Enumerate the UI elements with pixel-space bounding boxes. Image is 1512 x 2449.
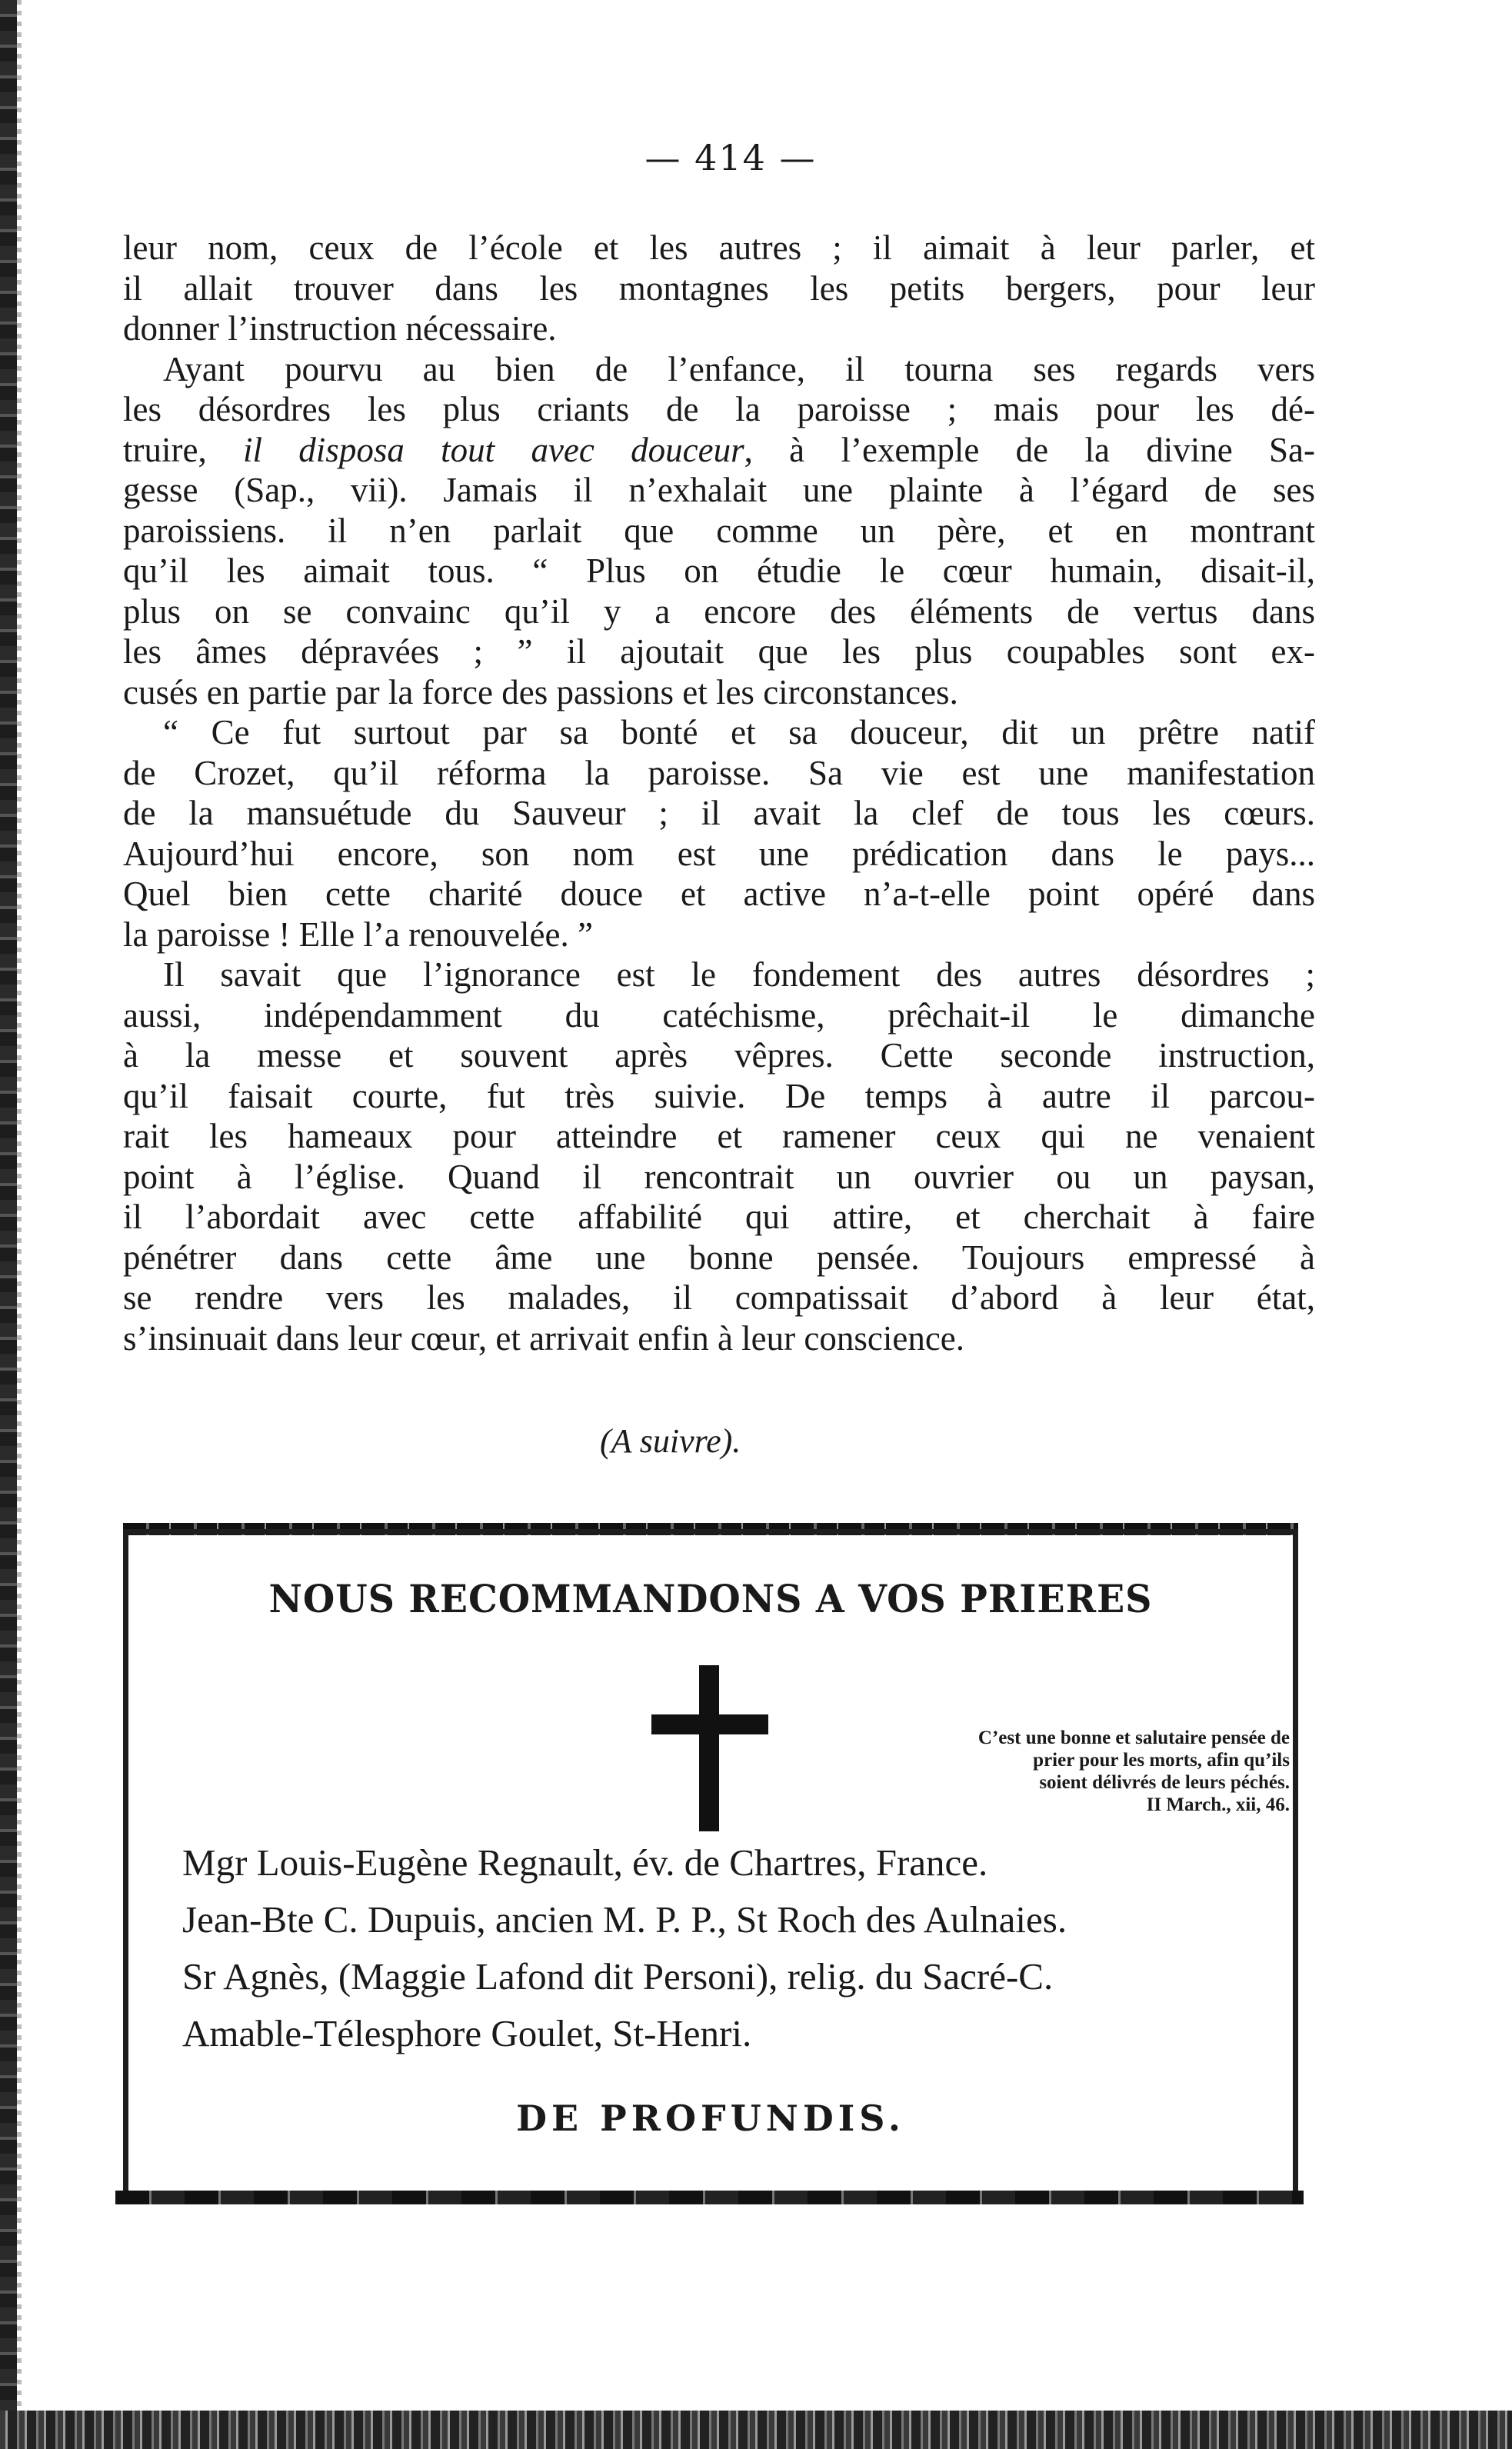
body-line: de Crozet, qu’il réforma la paroisse. Sa vie est une manifestation bbox=[123, 753, 1315, 792]
body-line: truire, il disposa tout avec douceur, à l’exemple de la divine Sa- bbox=[123, 430, 1315, 469]
body-line: pénétrer dans cette âme une bonne pensée. Toujours empressé à bbox=[123, 1238, 1315, 1277]
body-line: paroissiens. il n’en parlait que comme un père, et en montrant bbox=[123, 511, 1315, 550]
body-line: les âmes dépravées ; ” il ajoutait que les plus coupables sont ex- bbox=[123, 632, 1315, 671]
body-line: rait les hameaux pour atteindre et ramener ceux qui ne venaient bbox=[123, 1117, 1315, 1155]
body-line: Aujourd’hui encore, son nom est une prédication dans le pays... bbox=[123, 834, 1315, 873]
body-line: qu’il faisait courte, fut très suivie. De temps à autre il parcou- bbox=[123, 1076, 1315, 1115]
body-line: s’insinuait dans leur cœur, et arrivait enfin à leur conscience. bbox=[123, 1318, 965, 1358]
body-line: Il savait que l’ignorance est le fondement des autres désordres ; bbox=[163, 955, 1315, 994]
prayer-notice-title: NOUS RECOMMANDONS A VOS PRIERES bbox=[268, 1576, 1153, 1621]
body-line: Quel bien cette charité douce et active n’a-t-elle point opéré dans bbox=[123, 875, 1315, 913]
body-line: se rendre vers les malades, il compatissait d’abord à leur état, bbox=[123, 1278, 1315, 1317]
body-line: il allait trouver dans les montagnes les petits bergers, pour leur bbox=[123, 268, 1315, 308]
scan-edge-bottom bbox=[0, 2411, 1512, 2449]
de-profundis: DE PROFUNDIS. bbox=[516, 2097, 905, 2139]
article-body bbox=[123, 228, 1315, 1358]
quote-line: prier pour les morts, afin qu’ils bbox=[1033, 1750, 1290, 1771]
quote-line: soient délivrés de leurs péchés. bbox=[1039, 1772, 1290, 1793]
deceased-name: Mgr Louis-Eugène Regnault, év. de Chartres, France. bbox=[182, 1841, 988, 1884]
quote-line: C’est une bonne et salutaire pensée de bbox=[977, 1728, 1290, 1748]
to-be-continued: (A suivre). bbox=[600, 1422, 741, 1460]
page-number: — 414 — bbox=[644, 137, 817, 178]
body-line: donner l’instruction nécessaire. bbox=[123, 309, 557, 348]
deceased-list bbox=[182, 1834, 1290, 2062]
body-line: plus on se convainc qu’il y a encore des éléments de vertus dans bbox=[123, 591, 1315, 631]
body-line: à la messe et souvent après vêpres. Cette seconde instruction, bbox=[123, 1036, 1315, 1075]
body-line: aussi, indépendamment du catéchisme, prêchait-il le dimanche bbox=[123, 995, 1315, 1035]
body-line: cusés en partie par la force des passions et les circonstances. bbox=[123, 672, 958, 711]
body-line: point à l’église. Quand il rencontrait un ouvrier ou un paysan, bbox=[123, 1157, 1315, 1196]
body-line: leur nom, ceux de l’école et les autres ; il aimait à leur parler, et bbox=[123, 228, 1315, 267]
box-bottom-border bbox=[115, 2191, 1304, 2204]
scan-edge-left bbox=[0, 0, 17, 2449]
prayer-notice-box bbox=[123, 1529, 1298, 2197]
quote-reference: II March., xii, 46. bbox=[1146, 1794, 1290, 1815]
scripture-quote bbox=[798, 1727, 1290, 1816]
body-line: de la mansuétude du Sauveur ; il avait la clef de tous les cœurs. bbox=[123, 794, 1315, 832]
cross-icon bbox=[699, 1665, 719, 1831]
deceased-name: Jean-Bte C. Dupuis, ancien M. P. P., St Roch des Aulnaies. bbox=[182, 1898, 1067, 1941]
body-line: qu’il les aimait tous. “ Plus on étudie le cœur humain, disait-il, bbox=[123, 551, 1315, 590]
body-line: les désordres les plus criants de la paroisse ; mais pour les dé- bbox=[123, 390, 1315, 428]
deceased-name: Amable-Télesphore Goulet, St-Henri. bbox=[182, 2012, 752, 2054]
body-line: gesse (Sap., vii). Jamais il n’exhalait une plainte à l’égard de ses bbox=[123, 471, 1315, 509]
body-line: il l’abordait avec cette affabilité qui attire, et cherchait à faire bbox=[123, 1198, 1315, 1236]
body-line: “ Ce fut surtout par sa bonté et sa douceur, dit un prêtre natif bbox=[163, 713, 1315, 751]
deceased-name: Sr Agnès, (Maggie Lafond dit Personi), relig. du Sacré-C. bbox=[182, 1955, 1054, 1998]
body-line: Ayant pourvu au bien de l’enfance, il tourna ses regards vers bbox=[163, 349, 1315, 388]
scan-edge-left-inner bbox=[17, 0, 22, 2449]
body-line: la paroisse ! Elle l’a renouvelée. ” bbox=[123, 915, 593, 954]
cross-icon-bar bbox=[651, 1714, 768, 1734]
